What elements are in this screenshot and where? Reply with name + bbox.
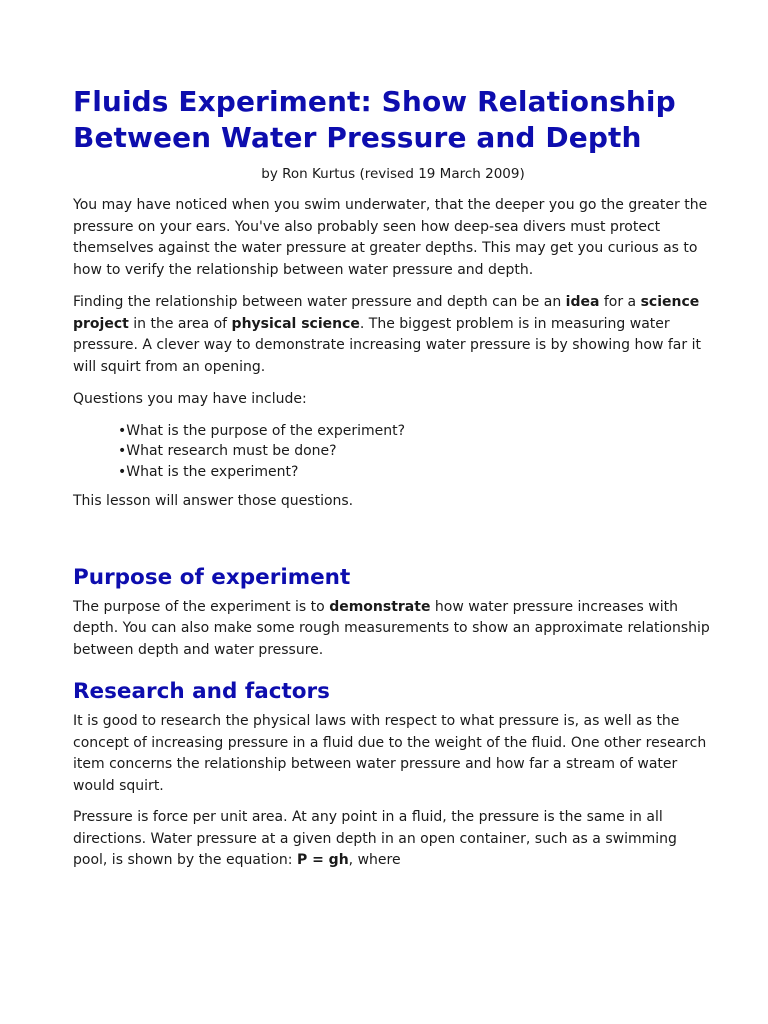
text-run: how water pressure increases with depth. You can also make some rough measurements to show an approximate relationship between depth and water pressure. bbox=[73, 598, 710, 658]
text-run: , where bbox=[348, 852, 401, 868]
questions-list bbox=[118, 421, 713, 483]
intro-paragraph-1: You may have noticed when you swim underwater, that the deeper you go the greater the pressure on your ears. You've also probably seen how deep-sea divers must protect themselves against the water pressure at greater depths. This may get you curious as to how to verify the relationship between water pressure and depth. bbox=[73, 197, 708, 278]
list-item: •What is the purpose of the experiment? bbox=[118, 422, 406, 439]
text-run: . The biggest problem is in measuring water pressure. A clever way to demonstrate increasing water pressure is by showing how far it will squirt from an opening. bbox=[73, 315, 701, 375]
text-run: in the area of bbox=[128, 315, 232, 332]
section-heading-purpose: Purpose of experiment bbox=[73, 564, 351, 590]
section-heading-research: Research and factors bbox=[73, 679, 330, 704]
article-title: Fluids Experiment: Show Relationship Between Water Pressure and Depth bbox=[73, 85, 676, 154]
text-run: The purpose of the experiment is to bbox=[73, 598, 330, 615]
equation: P = gh bbox=[296, 852, 349, 868]
intro-paragraph-2 bbox=[73, 292, 713, 378]
bold-term-idea: idea bbox=[565, 294, 600, 310]
intro-paragraph-4: This lesson will answer those questions. bbox=[73, 493, 354, 509]
purpose-paragraph bbox=[73, 597, 713, 662]
list-item: •What is the experiment? bbox=[118, 463, 299, 480]
text-run: Pressure is force per unit area. At any point in a fluid, the pressure is the same in all directions. Water pressure at a given depth in an open container, such as a swimming pool, is shown by the equation: bbox=[73, 809, 677, 868]
article-body bbox=[73, 84, 713, 872]
bold-term-physical-science: physical science bbox=[231, 315, 360, 332]
research-paragraph-1: It is good to research the physical laws with respect to what pressure is, as well as the concept of increasing pressure in a fluid due to the weight of the fluid. One other research item concerns the relationship between water pressure and how far a stream of water would squirt. bbox=[73, 713, 707, 794]
bold-term-demonstrate: demonstrate bbox=[329, 598, 431, 615]
research-paragraph-2 bbox=[73, 807, 713, 872]
byline: by Ron Kurtus (revised 19 March 2009) bbox=[261, 166, 525, 182]
list-item: •What research must be done? bbox=[118, 443, 337, 459]
text-run: Finding the relationship between water pressure and depth can be an bbox=[73, 294, 566, 310]
bold-term-science-project: science project bbox=[73, 294, 700, 332]
questions-intro: Questions you may have include: bbox=[73, 391, 307, 407]
text-run: for a bbox=[599, 294, 641, 310]
